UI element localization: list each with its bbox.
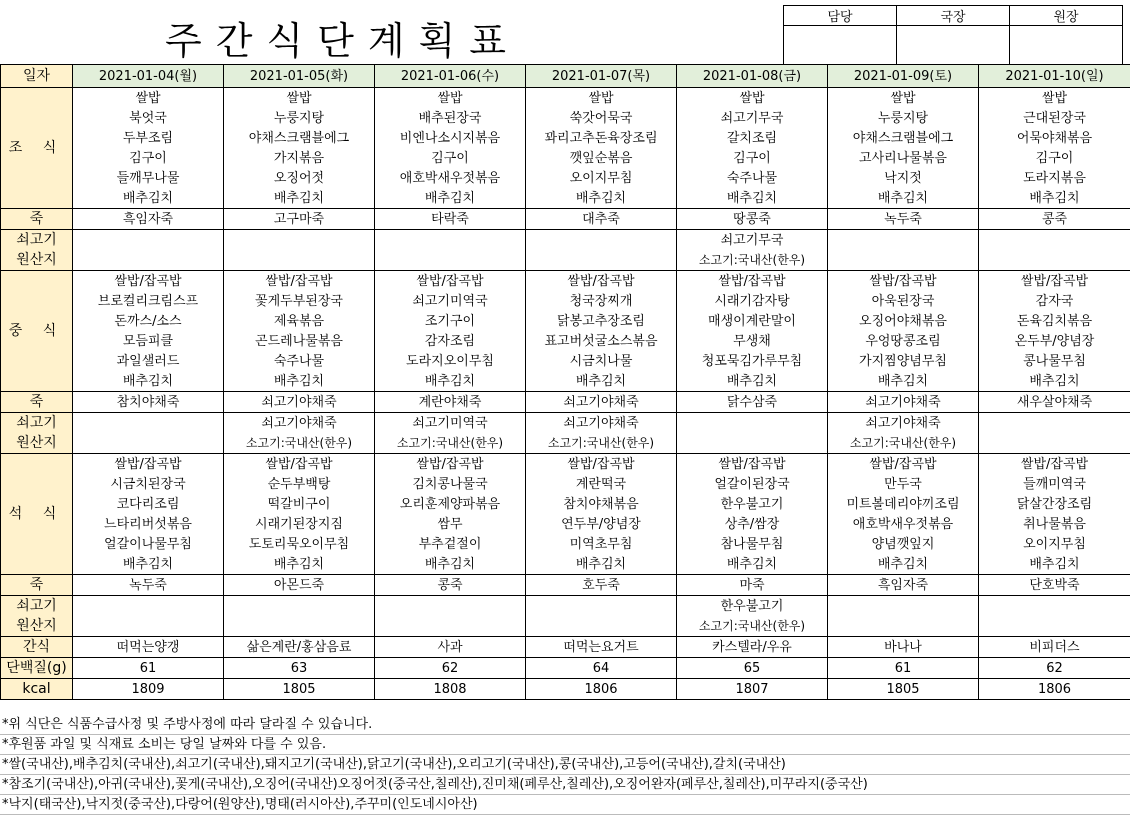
beef-dish <box>526 596 677 617</box>
menu-item: 쌀밥/잡곡밥 <box>677 454 828 475</box>
menu-item: 낙지젓 <box>828 168 979 188</box>
porridge-item: 흑임자죽 <box>828 575 979 596</box>
menu-item: 참나물무침 <box>677 534 828 554</box>
header-label: 일자 <box>1 65 73 88</box>
kcal-value: 1805 <box>828 679 979 700</box>
beef-dish <box>375 596 526 617</box>
menu-item: 배추김치 <box>224 554 375 575</box>
menu-item: 쌀밥/잡곡밥 <box>73 454 224 475</box>
snack-value: 삶은계란/홍삼음료 <box>224 637 375 658</box>
menu-item: 쌀밥/잡곡밥 <box>375 454 526 475</box>
porridge-item: 대추죽 <box>526 209 677 230</box>
approval-signature-cell[interactable] <box>784 26 897 67</box>
protein-value: 61 <box>73 658 224 679</box>
porridge-item: 쇠고기야채죽 <box>828 392 979 413</box>
beef-dish: 쇠고기미역국 <box>375 413 526 434</box>
kcal-value: 1807 <box>677 679 828 700</box>
menu-item: 배추김치 <box>979 371 1130 392</box>
snack-value: 바나나 <box>828 637 979 658</box>
protein-value: 64 <box>526 658 677 679</box>
menu-item: 부추겉절이 <box>375 534 526 554</box>
menu-item: 오이지무침 <box>979 534 1130 554</box>
approval-box <box>783 5 1123 67</box>
menu-item: 청국장찌개 <box>526 291 677 311</box>
origin-label: 쇠고기 <box>1 413 73 434</box>
porridge-label: 죽 <box>1 575 73 596</box>
approval-signature-cell[interactable] <box>1010 26 1123 67</box>
origin-label: 쇠고기 <box>1 596 73 617</box>
note-line: *참조기(국내산),아귀(국내산),꽃게(국내산),오징어(국내산)오징어젓(중국산,칠레산),진미채(페루산,칠레산),오징어완자(페루산,칠레산),미꾸라지(중국산) <box>0 775 1130 795</box>
menu-item: 쇠고기무국 <box>677 108 828 128</box>
porridge-item: 호두죽 <box>526 575 677 596</box>
beef-origin: 소고기:국내산(한우) <box>224 433 375 454</box>
menu-item: 참치야채볶음 <box>526 494 677 514</box>
menu-item: 배추김치 <box>526 188 677 209</box>
beef-origin: 소고기:국내산(한우) <box>375 433 526 454</box>
snack-value: 떠먹는요거트 <box>526 637 677 658</box>
menu-item: 계란떡국 <box>526 474 677 494</box>
menu-item: 갈치조림 <box>677 128 828 148</box>
beef-dish <box>224 596 375 617</box>
beef-origin <box>979 433 1130 454</box>
beef-dish <box>979 230 1130 251</box>
menu-item: 누룽지탕 <box>828 108 979 128</box>
beef-dish: 쇠고기야채죽 <box>828 413 979 434</box>
menu-item: 양념깻잎지 <box>828 534 979 554</box>
date-header: 2021-01-07(목) <box>526 65 677 88</box>
date-header: 2021-01-08(금) <box>677 65 828 88</box>
snack-value: 비피더스 <box>979 637 1130 658</box>
menu-item: 쌀밥/잡곡밥 <box>828 454 979 475</box>
menu-item: 오이지무침 <box>526 168 677 188</box>
menu-item: 시금치된장국 <box>73 474 224 494</box>
kcal-value: 1808 <box>375 679 526 700</box>
menu-item: 배추김치 <box>828 371 979 392</box>
menu-item: 닭살간장조림 <box>979 494 1130 514</box>
menu-item: 쇠고기미역국 <box>375 291 526 311</box>
menu-item: 시래기감자탕 <box>677 291 828 311</box>
beef-origin <box>375 616 526 637</box>
porridge-item: 흑임자죽 <box>73 209 224 230</box>
menu-item: 떡갈비구이 <box>224 494 375 514</box>
note-line: *낙지(태국산),낙지젓(중국산),다랑어(원양산),명태(러시아산),주꾸미(인도네시아산) <box>0 795 1130 815</box>
origin-label: 원산지 <box>1 433 73 454</box>
menu-item: 가지볶음 <box>224 148 375 168</box>
menu-item: 배추김치 <box>677 371 828 392</box>
menu-item: 오징어젓 <box>224 168 375 188</box>
menu-item: 무생채 <box>677 331 828 351</box>
date-header: 2021-01-04(월) <box>73 65 224 88</box>
menu-item: 김구이 <box>73 148 224 168</box>
beef-origin: 소고기:국내산(한우) <box>677 250 828 271</box>
approval-label: 원장 <box>1010 6 1123 26</box>
porridge-item: 새우살야채죽 <box>979 392 1130 413</box>
menu-item: 쌀밥/잡곡밥 <box>224 454 375 475</box>
menu-item: 과일샐러드 <box>73 351 224 371</box>
beef-origin <box>73 433 224 454</box>
beef-dish <box>73 413 224 434</box>
menu-item: 얼갈이된장국 <box>677 474 828 494</box>
beef-origin <box>375 250 526 271</box>
kcal-label: kcal <box>1 679 73 700</box>
weekly-menu-table <box>0 64 1130 700</box>
beef-dish: 쇠고기무국 <box>677 230 828 251</box>
menu-item: 쌀밥 <box>526 88 677 109</box>
menu-item: 돈까스/소스 <box>73 311 224 331</box>
origin-label: 쇠고기 <box>1 230 73 251</box>
protein-value: 63 <box>224 658 375 679</box>
menu-item: 쌀밥/잡곡밥 <box>375 271 526 292</box>
date-header: 2021-01-10(일) <box>979 65 1130 88</box>
menu-item: 순두부백탕 <box>224 474 375 494</box>
beef-dish <box>979 413 1130 434</box>
menu-item: 아욱된장국 <box>828 291 979 311</box>
menu-item: 온두부/양념장 <box>979 331 1130 351</box>
origin-label: 원산지 <box>1 250 73 271</box>
menu-item: 들깨미역국 <box>979 474 1130 494</box>
snack-value: 사과 <box>375 637 526 658</box>
approval-label: 국장 <box>897 6 1010 26</box>
beef-origin <box>224 616 375 637</box>
menu-item: 시래기된장지짐 <box>224 514 375 534</box>
menu-item: 도라지볶음 <box>979 168 1130 188</box>
menu-item: 상추/쌈장 <box>677 514 828 534</box>
menu-item: 배추김치 <box>375 371 526 392</box>
menu-item: 쌀밥 <box>828 88 979 109</box>
date-header: 2021-01-06(수) <box>375 65 526 88</box>
menu-item: 누룽지탕 <box>224 108 375 128</box>
menu-item: 배추김치 <box>828 188 979 209</box>
beef-origin <box>979 616 1130 637</box>
menu-item: 야채스크램블에그 <box>224 128 375 148</box>
menu-item: 배추김치 <box>828 554 979 575</box>
date-header: 2021-01-05(화) <box>224 65 375 88</box>
kcal-value: 1809 <box>73 679 224 700</box>
menu-item: 배추김치 <box>677 188 828 209</box>
notes-section <box>0 715 1130 815</box>
porridge-item: 쇠고기야채죽 <box>224 392 375 413</box>
menu-item: 쌀밥/잡곡밥 <box>73 271 224 292</box>
menu-item: 제육볶음 <box>224 311 375 331</box>
menu-item: 쌀밥/잡곡밥 <box>828 271 979 292</box>
menu-item: 오리훈제양파볶음 <box>375 494 526 514</box>
menu-item: 배추김치 <box>979 188 1130 209</box>
menu-item: 쌀밥/잡곡밥 <box>979 454 1130 475</box>
beef-origin <box>677 433 828 454</box>
beef-origin <box>828 250 979 271</box>
snack-value: 카스텔라/우유 <box>677 637 828 658</box>
menu-item: 쌀밥 <box>979 88 1130 109</box>
menu-item: 만두국 <box>828 474 979 494</box>
beef-origin: 소고기:국내산(한우) <box>677 616 828 637</box>
menu-item: 표고버섯굴소스볶음 <box>526 331 677 351</box>
beef-origin <box>979 250 1130 271</box>
kcal-value: 1806 <box>979 679 1130 700</box>
menu-item: 김치콩나물국 <box>375 474 526 494</box>
menu-item: 쌈무 <box>375 514 526 534</box>
porridge-item: 땅콩죽 <box>677 209 828 230</box>
porridge-item: 아몬드죽 <box>224 575 375 596</box>
date-header: 2021-01-09(토) <box>828 65 979 88</box>
dinner-label: 석 식 <box>1 454 73 575</box>
porridge-item: 고구마죽 <box>224 209 375 230</box>
beef-dish: 쇠고기야채죽 <box>526 413 677 434</box>
menu-item: 들깨무나물 <box>73 168 224 188</box>
menu-item: 한우불고기 <box>677 494 828 514</box>
menu-item: 김구이 <box>979 148 1130 168</box>
protein-value: 62 <box>979 658 1130 679</box>
menu-item: 배추김치 <box>73 554 224 575</box>
menu-item: 깻잎순볶음 <box>526 148 677 168</box>
menu-item: 감자조림 <box>375 331 526 351</box>
note-line: *쌀(국내산),배추김치(국내산),쇠고기(국내산),돼지고기(국내산),닭고기(국내산),오리고기(국내산),콩(국내산),고등어(국내산),갈치(국내산) <box>0 755 1130 775</box>
menu-item: 쌀밥/잡곡밥 <box>526 271 677 292</box>
menu-item: 북엇국 <box>73 108 224 128</box>
menu-item: 쌀밥/잡곡밥 <box>979 271 1130 292</box>
beef-dish <box>224 230 375 251</box>
protein-value: 65 <box>677 658 828 679</box>
beef-origin: 소고기:국내산(한우) <box>828 433 979 454</box>
beef-dish <box>979 596 1130 617</box>
page-title: 주간식단계획표 <box>165 10 520 65</box>
menu-item: 곤드레나물볶음 <box>224 331 375 351</box>
menu-item: 도라지오이무침 <box>375 351 526 371</box>
beef-origin <box>224 250 375 271</box>
menu-item: 쌀밥 <box>375 88 526 109</box>
menu-item: 미트볼데리야끼조림 <box>828 494 979 514</box>
menu-item: 느타리버섯볶음 <box>73 514 224 534</box>
menu-item: 콩나물무침 <box>979 351 1130 371</box>
porridge-item: 닭수삼죽 <box>677 392 828 413</box>
menu-item: 숙주나물 <box>677 168 828 188</box>
menu-item: 얼갈이나물무침 <box>73 534 224 554</box>
porridge-item: 녹두죽 <box>828 209 979 230</box>
protein-label: 단백질(g) <box>1 658 73 679</box>
approval-signature-cell[interactable] <box>897 26 1010 67</box>
menu-item: 배추김치 <box>677 554 828 575</box>
beef-origin <box>73 250 224 271</box>
porridge-item: 녹두죽 <box>73 575 224 596</box>
menu-item: 배추김치 <box>73 371 224 392</box>
menu-item: 우엉땅콩조림 <box>828 331 979 351</box>
beef-dish <box>828 230 979 251</box>
menu-item: 비엔나소시지볶음 <box>375 128 526 148</box>
menu-item: 청포묵김가루무침 <box>677 351 828 371</box>
beef-origin <box>828 616 979 637</box>
menu-item: 취나물볶음 <box>979 514 1130 534</box>
porridge-item: 단호박죽 <box>979 575 1130 596</box>
beef-dish: 쇠고기야채죽 <box>224 413 375 434</box>
menu-item: 꽈리고추돈육장조림 <box>526 128 677 148</box>
porridge-item: 쇠고기야채죽 <box>526 392 677 413</box>
menu-item: 모듬피클 <box>73 331 224 351</box>
beef-dish: 한우불고기 <box>677 596 828 617</box>
menu-item: 쌀밥/잡곡밥 <box>677 271 828 292</box>
menu-item: 배추김치 <box>73 188 224 209</box>
beef-origin <box>526 250 677 271</box>
beef-dish <box>73 230 224 251</box>
porridge-item: 계란야채죽 <box>375 392 526 413</box>
porridge-label: 죽 <box>1 392 73 413</box>
kcal-value: 1805 <box>224 679 375 700</box>
menu-item: 김구이 <box>375 148 526 168</box>
menu-item: 쌀밥 <box>73 88 224 109</box>
menu-item: 브로컬리크림스프 <box>73 291 224 311</box>
menu-item: 꽃게두부된장국 <box>224 291 375 311</box>
menu-item: 돈육김치볶음 <box>979 311 1130 331</box>
note-line: *후원품 과일 및 식재료 소비는 당일 날짜와 다를 수 있음. <box>0 735 1130 755</box>
menu-item: 배추김치 <box>375 554 526 575</box>
menu-item: 가지찜양념무침 <box>828 351 979 371</box>
menu-item: 김구이 <box>677 148 828 168</box>
menu-item: 쌀밥/잡곡밥 <box>526 454 677 475</box>
menu-item: 애호박새우젓볶음 <box>828 514 979 534</box>
menu-item: 쑥갓어묵국 <box>526 108 677 128</box>
beef-origin: 소고기:국내산(한우) <box>526 433 677 454</box>
menu-item: 닭봉고추장조림 <box>526 311 677 331</box>
breakfast-label: 조 식 <box>1 88 73 209</box>
beef-dish <box>375 230 526 251</box>
menu-item: 쌀밥 <box>224 88 375 109</box>
origin-label: 원산지 <box>1 616 73 637</box>
menu-item: 도토리묵오이무침 <box>224 534 375 554</box>
menu-item: 미역초무침 <box>526 534 677 554</box>
beef-dish <box>526 230 677 251</box>
menu-item: 야채스크램블에그 <box>828 128 979 148</box>
menu-item: 두부조림 <box>73 128 224 148</box>
menu-item: 쌀밥/잡곡밥 <box>224 271 375 292</box>
snack-value: 떠먹는양갱 <box>73 637 224 658</box>
note-line: *위 식단은 식품수급사정 및 주방사정에 따라 달라질 수 있습니다. <box>0 715 1130 735</box>
menu-item: 감자국 <box>979 291 1130 311</box>
beef-origin <box>73 616 224 637</box>
protein-value: 61 <box>828 658 979 679</box>
menu-item: 쌀밥 <box>677 88 828 109</box>
menu-item: 배추김치 <box>526 554 677 575</box>
menu-item: 고사리나물볶음 <box>828 148 979 168</box>
menu-item: 배추김치 <box>375 188 526 209</box>
porridge-item: 참치야채죽 <box>73 392 224 413</box>
menu-item: 코다리조림 <box>73 494 224 514</box>
menu-item: 숙주나물 <box>224 351 375 371</box>
menu-item: 근대된장국 <box>979 108 1130 128</box>
porridge-item: 콩죽 <box>375 575 526 596</box>
menu-item: 시금치나물 <box>526 351 677 371</box>
kcal-value: 1806 <box>526 679 677 700</box>
porridge-item: 마죽 <box>677 575 828 596</box>
menu-item: 연두부/양념장 <box>526 514 677 534</box>
beef-dish <box>828 596 979 617</box>
menu-item: 배추김치 <box>526 371 677 392</box>
menu-item: 어묵야채볶음 <box>979 128 1130 148</box>
snack-label: 간식 <box>1 637 73 658</box>
menu-item: 오징어야채볶음 <box>828 311 979 331</box>
menu-item: 조기구이 <box>375 311 526 331</box>
lunch-label: 중 식 <box>1 271 73 392</box>
menu-item: 매생이계란말이 <box>677 311 828 331</box>
porridge-item: 콩죽 <box>979 209 1130 230</box>
protein-value: 62 <box>375 658 526 679</box>
menu-item: 배추된장국 <box>375 108 526 128</box>
menu-item: 배추김치 <box>224 371 375 392</box>
menu-item: 애호박새우젓볶음 <box>375 168 526 188</box>
beef-dish <box>73 596 224 617</box>
porridge-item: 타락죽 <box>375 209 526 230</box>
approval-label: 담당 <box>784 6 897 26</box>
menu-item: 배추김치 <box>224 188 375 209</box>
beef-origin <box>526 616 677 637</box>
beef-dish <box>677 413 828 434</box>
menu-item: 배추김치 <box>979 554 1130 575</box>
porridge-label: 죽 <box>1 209 73 230</box>
